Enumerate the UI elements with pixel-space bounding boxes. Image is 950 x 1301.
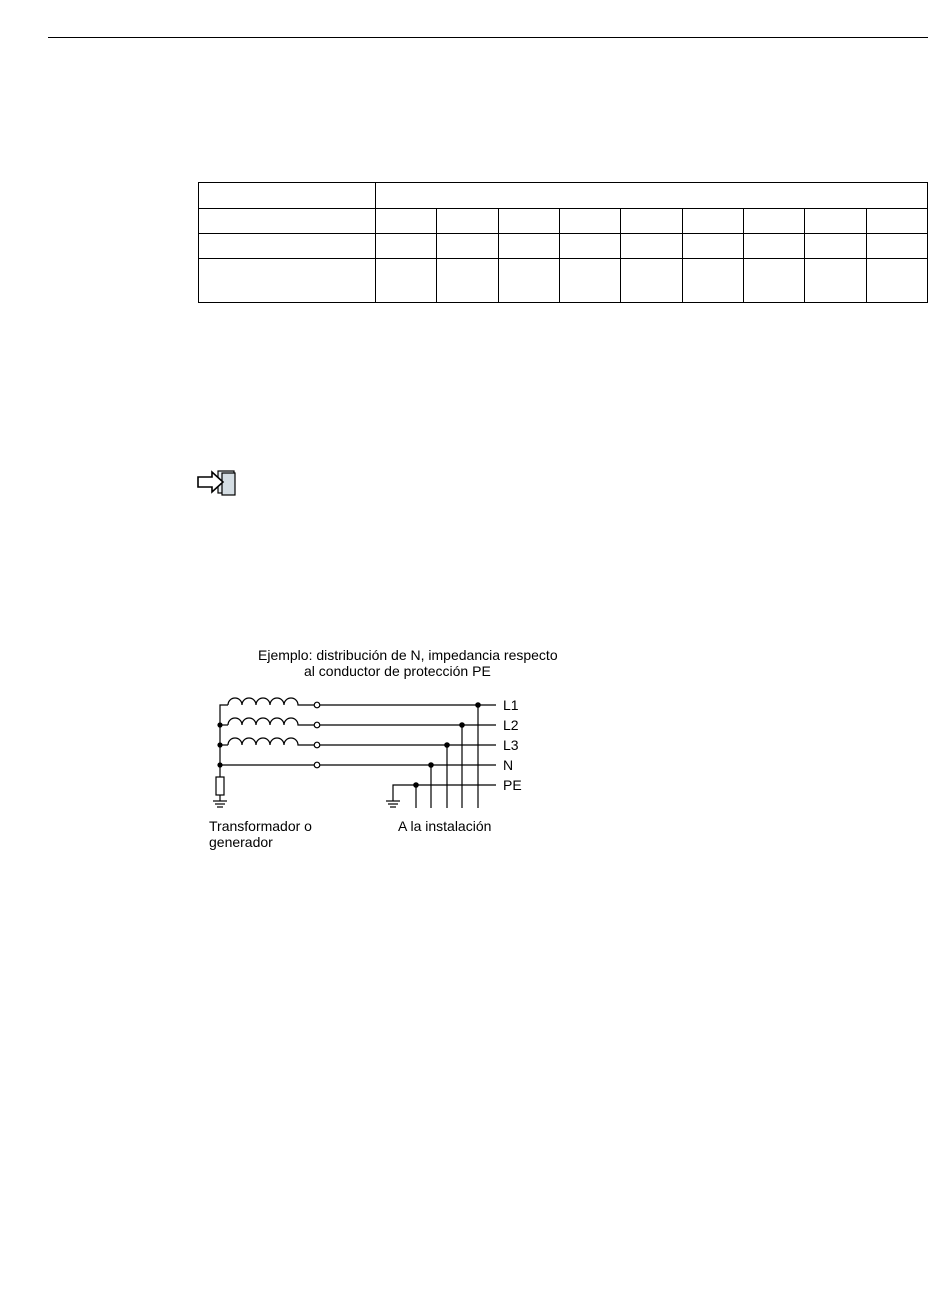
table-cell — [621, 209, 682, 234]
table-cell — [437, 209, 498, 234]
table-cell — [559, 234, 620, 259]
spec-table — [198, 182, 928, 303]
reference-arrow-book-icon — [196, 469, 238, 497]
table-cell — [621, 234, 682, 259]
transformer-windings — [213, 698, 314, 807]
table-cell — [559, 209, 620, 234]
source-label-line1: Transformador o — [209, 818, 312, 834]
tn-system-diagram — [200, 640, 580, 860]
header-rule — [48, 37, 928, 38]
table-cell — [199, 183, 376, 209]
table-cell — [559, 259, 620, 303]
table-header-row — [199, 183, 928, 209]
destination-label: A la instalación — [398, 818, 492, 834]
table-cell — [437, 234, 498, 259]
table-cell — [743, 209, 804, 234]
table-row — [199, 259, 928, 303]
conductor-lines — [320, 705, 496, 808]
table-row — [199, 234, 928, 259]
conductor-label-l2: L2 — [503, 717, 519, 733]
table-cell — [805, 234, 866, 259]
table-cell — [376, 183, 928, 209]
table-cell — [805, 209, 866, 234]
table-cell — [199, 259, 376, 303]
table-cell — [498, 234, 559, 259]
table-cell — [743, 234, 804, 259]
diagram-caption-line2: al conductor de protección PE — [304, 663, 491, 679]
table-cell — [376, 234, 437, 259]
source-label-line2: generador — [209, 834, 273, 850]
table-cell — [682, 259, 743, 303]
table-cell — [866, 209, 927, 234]
table-cell — [866, 259, 927, 303]
table-cell — [805, 259, 866, 303]
table-cell — [498, 259, 559, 303]
table-cell — [437, 259, 498, 303]
table-row — [199, 209, 928, 234]
table-cell — [621, 259, 682, 303]
table-cell — [199, 234, 376, 259]
table-cell — [498, 209, 559, 234]
table-cell — [376, 209, 437, 234]
conductor-label-n: N — [503, 757, 514, 773]
table-cell — [199, 209, 376, 234]
conductor-label-l1: L1 — [503, 697, 519, 713]
table-cell — [866, 234, 927, 259]
table-cell — [682, 209, 743, 234]
conductor-label-l3: L3 — [503, 737, 519, 753]
table-cell — [376, 259, 437, 303]
conductor-label-pe: PE — [503, 777, 522, 793]
terminals — [314, 702, 320, 768]
table-cell — [743, 259, 804, 303]
table-cell — [682, 234, 743, 259]
diagram-caption-line1: Ejemplo: distribución de N, impedancia respecto — [258, 647, 558, 663]
